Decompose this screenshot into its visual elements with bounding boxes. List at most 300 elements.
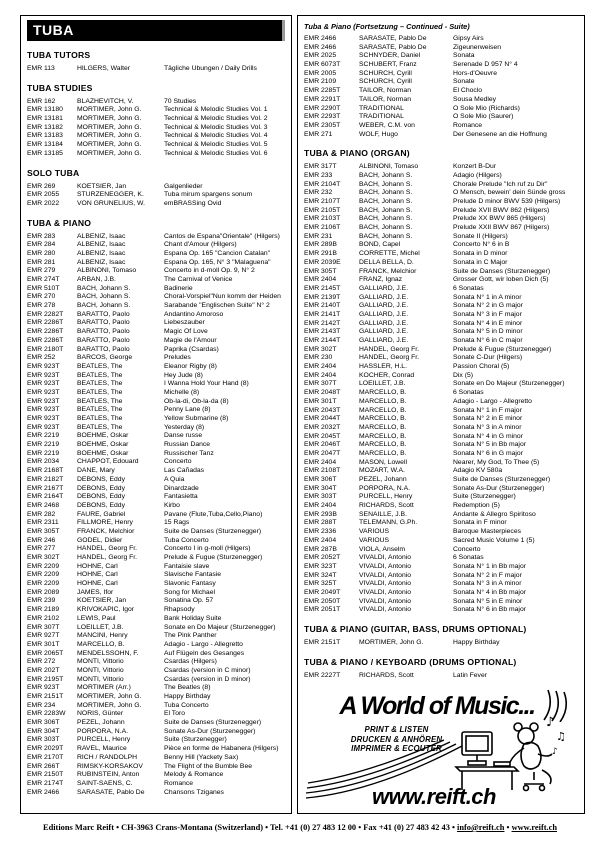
composer-name: KOETSIER, Jan — [77, 182, 127, 190]
catalog-number: EMR 2048T — [304, 389, 341, 397]
catalog-row — [27, 658, 285, 667]
work-title: The Flight of the Bumble Bee — [164, 762, 253, 770]
catalog-number: EMR 2151T — [304, 639, 341, 646]
catalog-row — [304, 606, 578, 615]
catalog-number: EMR 13183 — [27, 132, 63, 140]
catalog-number: EMR 2466 — [304, 35, 337, 42]
catalog-number: EMR 2051T — [304, 606, 341, 614]
catalog-number: EMR 2290T — [304, 104, 341, 112]
footer-contact-text: Editions Marc Reift • CH-3963 Crans-Montana (Switzerland) • Tel. +41 (0) 27 483 12 00 • Fax +41 (0) 27 483 42 43 • — [42, 823, 458, 832]
composer-name: PEZEL, Johann — [77, 719, 125, 727]
work-title: Sonata N° 1 in Bb major — [453, 562, 526, 570]
work-title: O Sole Mio (Richards) — [453, 104, 520, 112]
composer-name: VIVALDI, Antonio — [359, 571, 412, 579]
catalog-number: EMR 270 — [27, 293, 56, 301]
composer-name: SCHÜRCH, Cyrill — [359, 69, 412, 77]
catalog-number: EMR 2108T — [304, 467, 341, 475]
footer-website-link[interactable]: www.reift.ch — [511, 823, 557, 832]
catalog-row — [27, 98, 285, 107]
composer-name: DANE, Mary — [77, 467, 115, 475]
work-title: Sonata N° 5 in E minor — [453, 597, 523, 605]
composer-name: BEATLES, The — [77, 371, 123, 379]
work-title: Benny Hill (Yackety Sax) — [164, 753, 239, 761]
work-title: Sonata N° 4 in Bb major — [453, 588, 526, 596]
catalog-number: EMR 923T — [27, 397, 60, 405]
work-title: Sonata N° 6 in Bb major — [453, 606, 526, 614]
composer-name: VON GRUNELIUS, W. — [77, 199, 145, 207]
composer-name: ALBINONI, Tomaso — [77, 267, 137, 275]
composer-name: GALLIARD, J.E. — [359, 310, 409, 318]
composer-name: DEBONS, Eddy — [77, 501, 125, 509]
work-title: Happy Birthday — [453, 639, 500, 646]
catalog-row — [27, 736, 285, 745]
catalog-number: EMR 2227T — [304, 671, 341, 679]
catalog-number: EMR 279 — [27, 267, 56, 275]
work-title: Csardas (Hilgers) — [164, 658, 217, 666]
catalog-number: EMR 2045T — [304, 432, 341, 440]
catalog-row — [27, 450, 285, 459]
catalog-number: EMR 2055 — [27, 191, 60, 199]
composer-name: CHAPPOT, Edouard — [77, 458, 139, 466]
catalog-number: EMR 2404 — [304, 536, 337, 544]
catalog-number: EMR 923T — [27, 362, 60, 370]
catalog-number: EMR 272 — [27, 658, 56, 666]
composer-name: MORTIMER, John G. — [77, 115, 142, 123]
work-title: Technical & Melodic Studies Vol. 3 — [164, 123, 268, 131]
work-title: Baroque Masterpieces — [453, 528, 522, 536]
composer-name: TRADITIONAL — [359, 104, 404, 112]
catalog-number: EMR 2468 — [27, 501, 60, 509]
catalog-number: EMR 923T — [27, 388, 60, 396]
work-title: Sonate en Do Majeur (Sturzenegger) — [453, 380, 565, 388]
catalog-number: EMR 303T — [27, 736, 60, 744]
page-footer — [0, 823, 600, 832]
work-title: Technical & Melodic Studies Vol. 1 — [164, 106, 268, 114]
catalog-row — [27, 432, 285, 441]
catalog-row — [27, 415, 285, 424]
work-title: Prelude D minor BWV 539 (Hilgers) — [453, 198, 561, 205]
composer-name: GALLIARD, J.E. — [359, 337, 409, 344]
work-title: Paprika (Csardas) — [164, 345, 219, 353]
section-heading: TUBA TUTORS — [27, 50, 91, 60]
composer-name: BARATTO, Paolo — [77, 319, 130, 327]
catalog-row — [27, 771, 285, 780]
catalog-number: EMR 2109 — [304, 78, 337, 86]
catalog-number: EMR 923T — [27, 380, 60, 388]
catalog-row — [27, 754, 285, 763]
catalog-row — [304, 372, 578, 381]
composer-name: VIOLA, Anselm — [359, 545, 406, 553]
catalog-row — [304, 580, 578, 589]
catalog-row — [27, 467, 285, 476]
catalog-number: EMR 2167T — [27, 484, 64, 492]
catalog-number: EMR 274T — [27, 276, 60, 283]
composer-name: BACH, Johann S. — [359, 206, 413, 214]
catalog-row — [27, 519, 285, 528]
work-title: The Pink Panther — [164, 632, 217, 640]
catalog-number: EMR 923T — [27, 415, 60, 422]
catalog-number: EMR 2103T — [304, 215, 341, 223]
catalog-row — [304, 122, 578, 131]
work-title: Danse russe — [164, 432, 203, 440]
catalog-row — [304, 113, 578, 122]
work-title: Sonata N° 1 in F major — [453, 406, 522, 414]
work-title: 70 Studies — [164, 97, 197, 105]
work-title: Csardas (version in C minor) — [164, 666, 251, 674]
catalog-number: EMR 232 — [304, 189, 333, 197]
catalog-row — [304, 268, 578, 277]
work-title: Melody & Romance — [164, 771, 224, 779]
catalog-row — [304, 215, 578, 224]
catalog-number: EMR 2029T — [27, 745, 64, 753]
composer-name: CORRETTE, Michel — [359, 250, 420, 258]
catalog-number: EMR 2005 — [304, 69, 337, 77]
work-title: Hors-d'Oeuvre — [453, 69, 497, 77]
catalog-row — [304, 198, 578, 207]
catalog-number: EMR 2283W — [27, 710, 66, 718]
catalog-number: EMR 2189 — [27, 606, 60, 614]
catalog-row — [27, 563, 285, 572]
work-title: Liebeszauber — [164, 319, 205, 327]
catalog-row — [304, 407, 578, 416]
catalog-row — [27, 233, 285, 242]
catalog-number: EMR 2143T — [304, 328, 341, 336]
work-title: Yesterday (8) — [164, 423, 205, 431]
catalog-number: EMR 2195T — [27, 675, 64, 683]
composer-name: SCHUBERT, Franz — [359, 61, 417, 69]
work-title: Suite de Danses (Sturzenegger) — [453, 267, 551, 275]
composer-name: MARCELLO, B. — [359, 449, 407, 457]
catalog-number: EMR 304T — [27, 727, 60, 735]
work-title: El Choclo — [453, 87, 483, 95]
composer-name: BACH, Johann S. — [359, 198, 413, 205]
composer-name: MANCINI, Henry — [77, 632, 128, 640]
catalog-number: EMR 2141T — [304, 310, 341, 318]
catalog-number: EMR 2219 — [27, 432, 60, 440]
catalog-row — [304, 181, 578, 190]
logo-slogans — [334, 725, 459, 754]
catalog-row — [304, 61, 578, 70]
catalog-number: EMR 927T — [27, 632, 60, 640]
composer-name: RICHARDS, Scott — [359, 502, 414, 510]
composer-name: MARCELLO, B. — [77, 640, 125, 648]
catalog-number: EMR 2285T — [304, 87, 341, 95]
composer-name: TAILOR, Norman — [359, 87, 411, 95]
composer-name: GALLIARD, J.E. — [359, 293, 409, 301]
footer-email-link[interactable]: info@reift.ch — [457, 823, 505, 832]
catalog-row — [27, 293, 285, 302]
catalog-row — [304, 52, 578, 61]
svg-text:♫: ♫ — [556, 730, 566, 744]
composer-name: PURCELL, Henry — [77, 736, 131, 744]
work-title: Pavane (Flute,Tuba,Cello,Piano) — [164, 510, 263, 518]
composer-name: MORTIMER, John G. — [77, 149, 142, 157]
work-title: Song for Michael — [164, 588, 216, 596]
work-title: Concerto I in g-moll (Hilgers) — [164, 545, 251, 553]
catalog-number: EMR 2106T — [304, 224, 341, 232]
composer-name: FRANCK, Melchior — [359, 267, 417, 275]
work-title: Sacred Music Volume 1 (5) — [453, 536, 535, 544]
catalog-row — [27, 319, 285, 328]
catalog-row — [27, 511, 285, 520]
composer-name: GALLIARD, J.E. — [359, 284, 409, 292]
catalog-row — [304, 294, 578, 303]
catalog-number: EMR 280 — [27, 249, 56, 257]
composer-name: DELLA BELLA, D. — [359, 258, 414, 266]
work-title: I Wanna Hold Your Hand (8) — [164, 380, 249, 388]
catalog-number: EMR 2174T — [27, 779, 64, 787]
composer-name: DEBONS, Eddy — [77, 475, 125, 483]
work-title: Andantino Amoroso — [164, 310, 224, 318]
work-title: Magie de l'Amour — [164, 336, 217, 344]
catalog-row — [304, 589, 578, 598]
catalog-number: EMR 293B — [304, 510, 337, 518]
work-title: Sonata in F minor — [453, 519, 507, 527]
work-title: Andante & Allegro Spiritoso — [453, 510, 536, 518]
catalog-number: EMR 2104T — [304, 180, 341, 188]
catalog-row — [27, 328, 285, 337]
work-title: Hey Jude (8) — [164, 371, 203, 379]
composer-name: BEATLES, The — [77, 415, 123, 422]
catalog-row — [27, 789, 285, 798]
work-title: Gipsy Airs — [453, 35, 484, 42]
catalog-number: EMR 2404 — [304, 502, 337, 510]
composer-name: HASSLER, H.L. — [359, 363, 407, 371]
work-title: Espana Op. 165, N° 3 "Malaguena" — [164, 258, 271, 266]
catalog-row — [304, 467, 578, 476]
catalog-row — [304, 639, 578, 648]
composer-name: HÄNDEL, Georg Fr. — [77, 545, 138, 553]
composer-name: GALLIARD, J.E. — [359, 319, 409, 327]
work-title: A Quia — [164, 475, 185, 483]
section-heading: SOLO TUBA — [27, 167, 80, 178]
catalog-number: EMR 230 — [304, 354, 333, 362]
right-sections — [304, 35, 578, 680]
work-title: Suite (Sturzenegger) — [453, 493, 516, 501]
work-title: Latin Fever — [453, 671, 488, 679]
work-title: Concerto — [453, 545, 481, 553]
composer-name: BEATLES, The — [77, 388, 123, 396]
catalog-row — [27, 141, 285, 150]
catalog-number: EMR 2305T — [304, 121, 341, 129]
catalog-row — [27, 380, 285, 389]
logo-slogan-en: PRINT & LISTEN — [364, 725, 429, 735]
catalog-row — [304, 511, 578, 520]
catalog-number: EMR 2139T — [304, 293, 341, 301]
catalog-row — [304, 554, 578, 563]
catalog-number: EMR 2039E — [304, 258, 341, 266]
work-title: Cantos de Espana"Orientale" (Hilgers) — [164, 232, 280, 240]
mouse-at-computer-icon — [454, 714, 572, 792]
catalog-number: EMR 301T — [304, 397, 337, 405]
catalog-number: EMR 13185 — [27, 149, 63, 157]
catalog-row — [304, 224, 578, 233]
catalog-number: EMR 162 — [27, 97, 56, 105]
composer-name: BLAZHEVITCH, V. — [77, 97, 134, 105]
composer-name: GALLIARD, J.E. — [359, 302, 409, 310]
work-title: Zigeunerweisen — [453, 43, 501, 51]
catalog-number: EMR 325T — [304, 580, 337, 588]
work-title: Sonata N° 3 in A minor — [453, 580, 522, 588]
work-title: Choral-Vorspiel"Nun komm der Heiden — [164, 293, 281, 301]
composer-name: MORTIMER, John G. — [77, 141, 142, 149]
catalog-row — [27, 554, 285, 563]
composer-name: MARCELLO, B. — [359, 397, 407, 405]
catalog-row — [27, 354, 285, 363]
catalog-row — [27, 276, 285, 285]
catalog-row — [27, 424, 285, 433]
composer-name: RICH / RANDOLPH — [77, 753, 138, 761]
catalog-number: EMR 2168T — [27, 467, 64, 475]
catalog-number: EMR 305T — [27, 527, 60, 535]
catalog-row — [27, 615, 285, 624]
composer-name: HÄNDEL, Georg Fr. — [77, 554, 138, 561]
catalog-number: EMR 283 — [27, 232, 56, 240]
catalog-number: EMR 13181 — [27, 115, 63, 123]
composer-name: BOND, Capel — [359, 241, 401, 249]
catalog-row — [304, 476, 578, 485]
catalog-number: EMR 239 — [27, 597, 56, 605]
catalog-row — [304, 276, 578, 285]
catalog-number: EMR 923T — [27, 684, 60, 692]
catalog-row — [27, 580, 285, 589]
composer-name: NORIS, Günter — [77, 710, 124, 718]
composer-name: BEATLES, The — [77, 380, 123, 388]
catalog-number: EMR 2336 — [304, 528, 337, 536]
work-title: Badinerie — [164, 284, 193, 292]
catalog-row — [27, 346, 285, 355]
work-title: Fantasietta — [164, 493, 198, 501]
catalog-row — [304, 35, 578, 44]
work-title: Sonata — [453, 52, 475, 60]
catalog-number: EMR 2102 — [27, 614, 60, 622]
work-title: Chansons Tziganes — [164, 788, 224, 796]
work-title: Slavische Fantasie — [164, 571, 222, 579]
catalog-row — [304, 105, 578, 114]
composer-name: BEATLES, The — [77, 362, 123, 370]
composer-name: MORTIMER, John G. — [77, 123, 142, 131]
work-title: Pièce en forme de Habanera (Hilgers) — [164, 745, 279, 753]
composer-name: MORTIMER (Arr.) — [77, 684, 131, 692]
logo-slogan-fr: IMPRIMER & ECOUTER — [351, 744, 442, 754]
work-title: Auf Flügeln des Gesanges — [164, 649, 245, 657]
work-title: 6 Sonatas — [453, 554, 484, 562]
catalog-number: EMR 2291T — [304, 95, 341, 103]
catalog-row — [304, 96, 578, 105]
composer-name: LOEILLET, J.B. — [359, 380, 406, 388]
composer-name: SAINT-SAENS, C. — [77, 779, 133, 787]
catalog-row — [27, 363, 285, 372]
catalog-row — [304, 70, 578, 79]
catalog-row — [27, 684, 285, 693]
composer-name: ALBENIZ, Isaac — [77, 241, 126, 249]
work-title: Sonate — [453, 78, 475, 86]
work-title: El Toro — [164, 710, 186, 718]
catalog-row — [304, 519, 578, 528]
catalog-row — [27, 624, 285, 633]
catalog-row — [304, 78, 578, 87]
catalog-number: EMR 2047T — [304, 449, 341, 457]
catalog-row — [304, 320, 578, 329]
composer-name: JAMES, Ifor — [77, 588, 114, 596]
composer-name: RAVEL, Maurice — [77, 745, 127, 753]
catalog-row — [304, 528, 578, 537]
catalog-row — [27, 115, 285, 124]
work-title: Sonate C-Dur (Hilgers) — [453, 354, 523, 362]
catalog-row — [27, 124, 285, 133]
section-heading: TUBA STUDIES — [27, 82, 93, 93]
catalog-row — [27, 476, 285, 485]
left-column — [20, 15, 292, 814]
composer-name: MONTI, Vittorio — [77, 675, 124, 683]
catalog-row — [27, 728, 285, 737]
composer-name: VIVALDI, Antonio — [359, 588, 412, 596]
catalog-row — [304, 354, 578, 363]
catalog-number: EMR 2142T — [304, 319, 341, 327]
catalog-row — [27, 337, 285, 346]
catalog-row — [304, 250, 578, 259]
work-title: Sonata in C Major — [453, 258, 508, 266]
catalog-row — [304, 546, 578, 555]
work-title: Preludes — [164, 354, 191, 362]
work-title: Sonata N° 3 in F major — [453, 310, 522, 318]
composer-name: HÖHNE, Carl — [77, 562, 118, 570]
work-title: Dinardzade — [164, 484, 199, 492]
left-sections — [27, 50, 285, 797]
composer-name: RUBINSTEIN, Anton — [77, 771, 140, 779]
catalog-page — [20, 15, 585, 814]
catalog-row — [27, 259, 285, 268]
svg-text:♪: ♪ — [552, 747, 558, 758]
catalog-row — [304, 502, 578, 511]
catalog-number: EMR 6073T — [304, 61, 341, 69]
work-title: Tuba Concerto — [164, 701, 209, 709]
catalog-row — [27, 667, 285, 676]
catalog-number: EMR 301T — [27, 640, 60, 648]
composer-name: BACH, Johann S. — [359, 224, 413, 232]
composer-name: VIVALDI, Antonio — [359, 597, 412, 605]
catalog-row — [27, 406, 285, 415]
section-heading: TUBA & PIANO (GUITAR, BASS, DRUMS OPTIONAL) — [304, 624, 527, 634]
composer-name: HÄNDEL, Georg Fr. — [359, 345, 420, 353]
catalog-row — [27, 763, 285, 772]
composer-name: BARATTO, Paolo — [77, 336, 130, 344]
catalog-row — [27, 606, 285, 615]
catalog-row — [27, 745, 285, 754]
composer-name: BARCOS, George — [77, 354, 133, 362]
work-title: Sonata N° 3 in A minor — [453, 423, 522, 431]
work-title: Sonata N° 2 in E minor — [453, 415, 523, 423]
composer-name: ALBINONI, Tomaso — [359, 163, 419, 171]
composer-name: VARIOUS — [359, 528, 390, 536]
work-title: Chant d'Amour (Hilgers) — [164, 241, 237, 249]
composer-name: PORPORA, N.A. — [77, 727, 128, 735]
composer-name: MARCELLO, B. — [359, 415, 407, 423]
catalog-number: EMR 246 — [27, 536, 56, 544]
work-title: Redemption (5) — [453, 502, 500, 510]
work-title: Konzert B-Dur — [453, 163, 497, 171]
work-title: Technical & Melodic Studies Vol. 2 — [164, 115, 268, 123]
catalog-number: EMR 2025 — [304, 52, 337, 60]
logo-website[interactable]: www.reift.ch — [372, 784, 496, 810]
catalog-number: EMR 2311 — [27, 519, 59, 527]
composer-name: LEWIS, Paul — [77, 614, 116, 622]
composer-name: SENAILLE, J.B. — [359, 510, 407, 518]
catalog-row — [304, 598, 578, 607]
composer-name: ALBENIZ, Isaac — [77, 249, 126, 257]
catalog-row — [27, 389, 285, 398]
composer-name: STURZENEGGER, K. — [77, 191, 144, 199]
